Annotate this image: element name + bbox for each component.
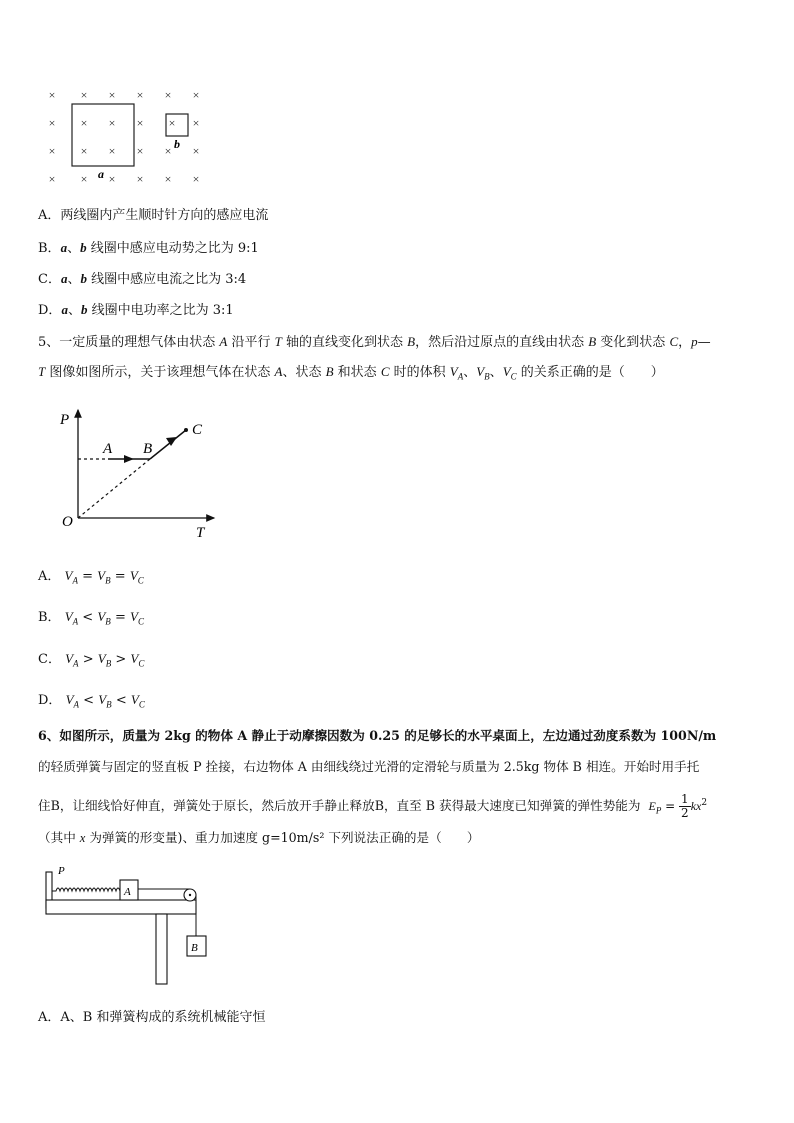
label-state-a: A [103, 441, 113, 457]
field-cross: × [164, 88, 172, 102]
label-block-a: A [124, 886, 131, 898]
label-b: b [174, 137, 180, 151]
energy-formula: $E_P$ = $\frac{1}{2}$ $kx^2$ [648, 792, 708, 820]
label-p: P [60, 412, 70, 428]
q5-option-c: C． $V_A > V_B > V_C$ [38, 651, 145, 669]
spring [52, 888, 124, 891]
segment-b-c [150, 430, 186, 459]
field-cross: × [136, 172, 144, 186]
label-o: O [62, 514, 73, 530]
q4-option-d: D．a、b 线圈中电功率之比为 3:1 [38, 302, 234, 318]
field-cross: × [192, 144, 200, 158]
q6-stem-line1: 6、如图所示，质量为 2kg 的物体 A 静止于动摩擦因数为 0.25 的足够长的水平桌面上，左边通过劲度系数为 100N/m [38, 728, 717, 743]
field-cross: × [80, 144, 88, 158]
field-cross: × [136, 144, 144, 158]
field-cross: × [108, 116, 116, 130]
field-cross: × [48, 172, 56, 186]
spring-pulley-figure [40, 862, 220, 992]
q5-option-a: A． $V_A = V_B = V_C$ [38, 568, 144, 586]
field-cross: × [80, 88, 88, 102]
table-top [46, 900, 196, 914]
label-t: T [196, 525, 205, 540]
field-cross: × [192, 172, 200, 186]
field-cross: × [48, 88, 56, 102]
field-cross: × [48, 144, 56, 158]
point-c [184, 428, 188, 432]
field-cross: × [136, 88, 144, 102]
q5-option-d: D． $V_A < V_B < V_C$ [38, 692, 145, 710]
field-cross: × [168, 116, 176, 130]
q5-stem-line1: 5、一定质量的理想气体由状态 A 沿平行 T 轴的直线变化到状态 B，然后沿过原点的直线由状态 B 变化到状态 C，p— [38, 334, 711, 350]
field-cross: × [80, 172, 88, 186]
q5-stem-line2: T 图像如图所示，关于该理想气体在状态 A、状态 B 和状态 C 时的体积 $V_A$、$V_B$、$V_C$ 的关系正确的是（ ） [38, 364, 664, 382]
label-state-b: B [143, 441, 153, 457]
label-state-c: C [192, 422, 203, 438]
label-block-b: B [191, 942, 198, 954]
q5-option-b: B． $V_A < V_B = V_C$ [38, 609, 144, 627]
field-cross: × [192, 88, 200, 102]
label-plate-p: P [58, 865, 65, 877]
field-cross: × [48, 116, 56, 130]
field-cross: × [108, 88, 116, 102]
q6-option-a: A．A、B 和弹簧构成的系统机械能守恒 [38, 1010, 266, 1025]
magnetic-field-figure [40, 84, 220, 188]
table-leg [156, 914, 167, 984]
dashed-origin-line [78, 459, 150, 518]
label-a: a [98, 167, 104, 181]
field-cross: × [192, 116, 200, 130]
pt-graph [56, 404, 226, 540]
field-cross: × [80, 116, 88, 130]
q6-stem-line2: 的轻质弹簧与固定的竖直板 P 拴接，右边物体 A 由细线绕过光滑的定滑轮与质量为 2.5kg 物体 B 相连。开始时用手托 [38, 759, 700, 774]
field-cross: × [136, 116, 144, 130]
field-cross: × [108, 144, 116, 158]
pulley-axle [189, 894, 191, 896]
q4-option-a: A．两线圈内产生顺时针方向的感应电流 [38, 208, 269, 223]
q6-stem-line4: （其中 x 为弹簧的形变量)、重力加速度 g=10m/s² 下列说法正确的是（ ） [38, 830, 480, 845]
q4-option-c: C．a、b 线圈中感应电流之比为 3:4 [38, 271, 247, 287]
field-cross: × [164, 144, 172, 158]
field-cross: × [108, 172, 116, 186]
q6-stem-line3: 住B，让细线恰好伸直，弹簧处于原长，然后放开手静止释放B，直至 B 获得最大速度已知弹簧的弹性势能为 $E_P$ = $\frac{1}{2}$ $kx^2$ [38, 792, 708, 820]
field-cross: × [164, 172, 172, 186]
arrow-a-b [124, 455, 134, 463]
q4-option-b: B．a、b 线圈中感应电动势之比为 9:1 [38, 240, 259, 256]
